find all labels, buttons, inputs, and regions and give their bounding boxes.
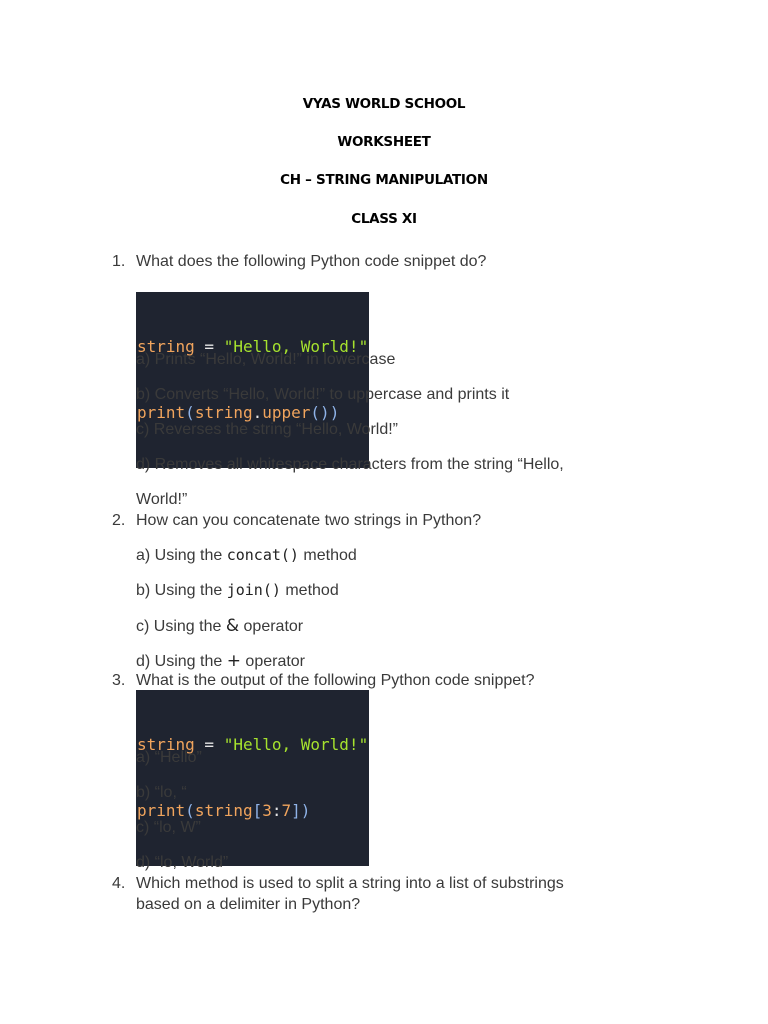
class-label: CLASS XI [351, 211, 417, 227]
code-token: string [194, 403, 253, 422]
code-token: . [252, 403, 263, 422]
school-name: VYAS WORLD SCHOOL [302, 96, 466, 112]
code-token: string [137, 337, 195, 356]
question-number: 1. [112, 253, 126, 270]
chapter-title: CH – STRING MANIPULATION [280, 172, 488, 188]
operator-symbol: & [225, 616, 240, 636]
option-text: operator [240, 653, 306, 670]
question-text: How can you concatenate two strings in Python? [136, 512, 482, 529]
option-b: b) “lo, “ [136, 784, 187, 801]
code-token: [ [252, 801, 263, 820]
option-text: c) Using the [136, 618, 226, 635]
question-number: 3. [112, 672, 126, 689]
code-token: 3 [262, 801, 272, 820]
code-token: "Hello, World!" [223, 735, 369, 754]
question-text: What does the following Python code snippet do? [136, 253, 487, 270]
option-c: c) Reverses the string “Hello, World!” [136, 421, 398, 438]
code-token: print [137, 801, 186, 820]
option-c: c) “lo, W” [136, 819, 201, 836]
option-a: a) Prints “Hello, World!” in lowercase [136, 351, 396, 368]
option-a: a) “Hello” [136, 749, 202, 766]
code-token: : [271, 801, 282, 820]
operator-symbol: + [226, 651, 241, 671]
option-d: d) “lo, World” [136, 854, 229, 871]
option-text: operator [239, 618, 304, 635]
option-d-continued: World!” [136, 491, 188, 508]
option-text: a) Using the [136, 547, 227, 564]
option-b [136, 581, 339, 600]
code-token: string [194, 801, 253, 820]
option-b: b) Converts “Hello, World!” to uppercase and prints it [136, 386, 510, 403]
option-text: d) Using the [136, 653, 227, 670]
code-token: ( [185, 801, 195, 820]
option-c [136, 616, 303, 636]
code-token: ( [185, 403, 195, 422]
option-text: b) Using the [136, 582, 227, 599]
code-token: string [137, 735, 195, 754]
code-token: upper [262, 403, 311, 422]
question-text: Which method is used to split a string into a list of substrings [136, 875, 564, 892]
question-number: 2. [112, 512, 126, 529]
document-type: WORKSHEET [337, 134, 431, 150]
question-text-continued: based on a delimiter in Python? [136, 896, 361, 913]
option-a [136, 546, 357, 565]
code-token: 7 [281, 801, 292, 820]
option-d [136, 651, 305, 671]
option-text: method [280, 582, 339, 599]
code-snippet [136, 292, 369, 468]
code-token: = [194, 337, 224, 356]
code-token: print [137, 403, 186, 422]
option-text: method [298, 547, 357, 564]
inline-code: concat() [226, 546, 299, 564]
question-number: 4. [112, 875, 126, 892]
code-token: "Hello, World!" [223, 337, 369, 356]
code-token: = [194, 735, 224, 754]
code-token: ()) [310, 403, 340, 422]
option-d: d) Removes all whitespace characters from the string “Hello, [136, 456, 564, 473]
code-snippet [136, 690, 369, 866]
question-text: What is the output of the following Python code snippet? [136, 672, 535, 689]
inline-code: join() [226, 581, 281, 599]
code-token: ]) [291, 801, 311, 820]
